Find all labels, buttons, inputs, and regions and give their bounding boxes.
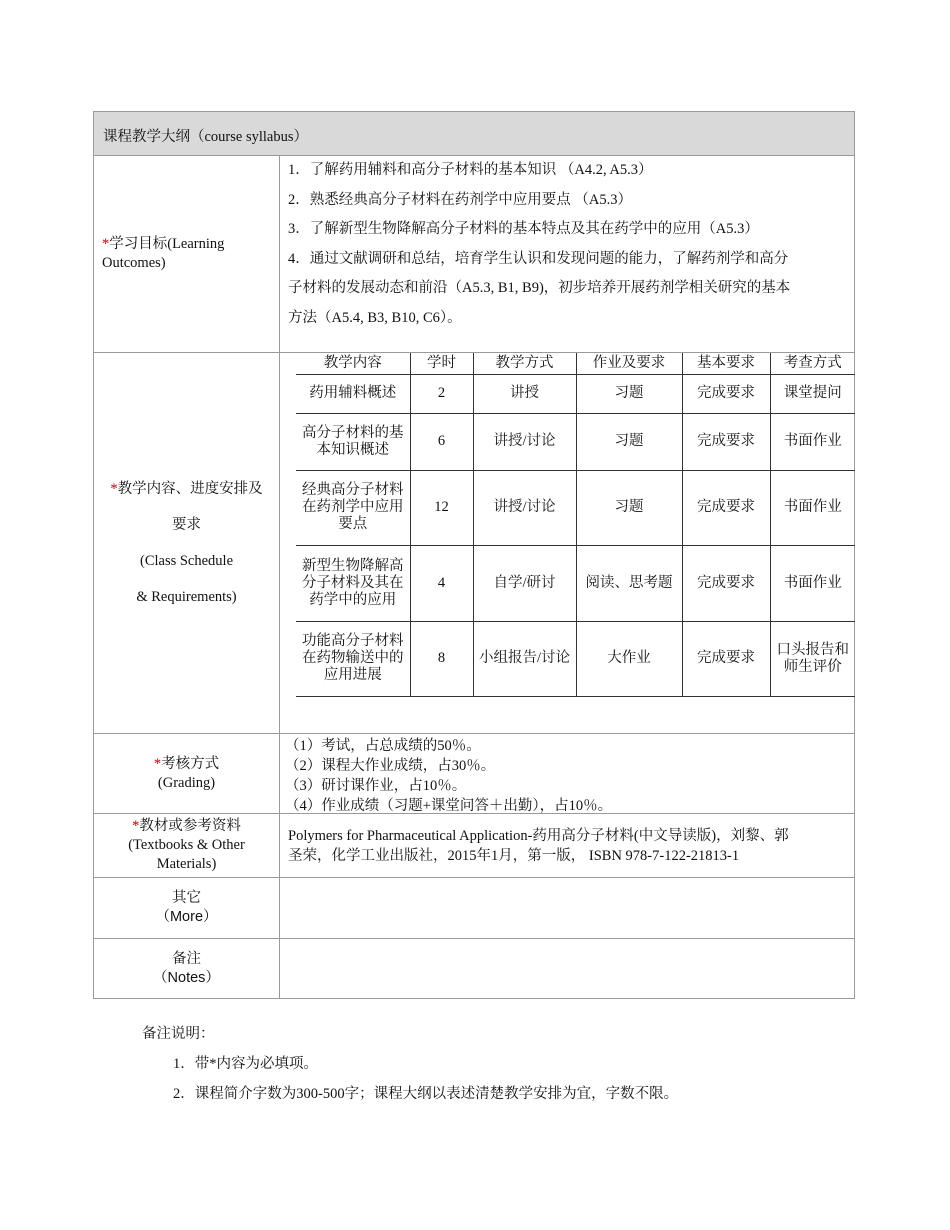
textbooks-label-cell: [93, 813, 280, 878]
table-cell: 12: [410, 470, 473, 545]
table-cell: 讲授/讨论: [473, 470, 576, 545]
schedule-label-cell: [93, 352, 280, 734]
outcomes-label-cell: [93, 155, 280, 353]
table-cell: 习题: [576, 374, 682, 413]
textbook-line: Polymers for Pharmaceutical Application-药用高分子材料(中文导读版)，刘黎、郭: [288, 828, 789, 844]
required-star: *: [132, 818, 140, 834]
footnotes: [142, 1019, 678, 1109]
table-cell: 4: [410, 545, 473, 621]
table-cell: 药用辅料概述: [296, 374, 410, 413]
grading-line: （1）考试，占总成绩的50％。: [285, 738, 481, 754]
footnotes-title: 备注说明：: [142, 1026, 215, 1042]
table-cell: 经典高分子材料在药剂学中应用要点: [296, 470, 410, 545]
table-cell: 完成要求: [682, 621, 770, 696]
required-star: *: [110, 481, 118, 497]
table-row: [296, 621, 855, 696]
table-cell: 完成要求: [682, 374, 770, 413]
column-header: 作业及要求: [576, 353, 682, 374]
table-cell: 2: [410, 374, 473, 413]
schedule-label: *教学内容、进度安排及 要求 (Class Schedule & Requirements): [110, 481, 263, 605]
table-cell: 小组报告/讨论: [473, 621, 576, 696]
notes-label-cell: [93, 938, 280, 999]
more-label-cell: [93, 877, 280, 939]
outcomes-content-cell: [279, 155, 855, 353]
grading-line: （4）作业成绩（习题+课堂问答＋出勤），占10％。: [285, 798, 613, 814]
table-row: [296, 470, 855, 545]
table-cell: 习题: [576, 470, 682, 545]
column-header: 教学方式: [473, 353, 576, 374]
outcome-line: 1．了解药用辅料和高分子材料的基本知识 （A4.2, A5.3）: [288, 162, 653, 178]
grading-line: （3）研讨课作业，占10％。: [285, 778, 467, 794]
table-cell: 阅读、思考题: [576, 545, 682, 621]
notes-content-cell: [279, 938, 855, 999]
table-cell: 高分子材料的基本知识概述: [296, 413, 410, 470]
table-cell: 大作业: [576, 621, 682, 696]
table-row: [296, 374, 855, 413]
table-row: [296, 545, 855, 621]
required-star: *: [102, 236, 110, 252]
table-row: [296, 413, 855, 470]
more-content-cell: [279, 877, 855, 939]
table-cell: 功能高分子材料在药物输送中的应用进展: [296, 621, 410, 696]
grading-label: *考核方式 (Grading): [153, 755, 220, 791]
footnote-item: 2．课程简介字数为300-500字；课程大纲以表述清楚教学安排为宜，字数不限。: [173, 1086, 679, 1102]
syllabus-title: 课程教学大纲（course syllabus）: [103, 129, 308, 145]
table-cell: 讲授/讨论: [473, 413, 576, 470]
table-cell: 书面作业: [770, 545, 855, 621]
column-header: 考查方式: [770, 353, 855, 374]
table-cell: 讲授: [473, 374, 576, 413]
textbook-line: 圣荣，化学工业出版社，2015年1月，第一版， ISBN 978-7-122-21813-1: [288, 848, 740, 864]
outcome-line: 方法（A5.4, B3, B10, C6）。: [288, 309, 462, 326]
grading-line: （2）课程大作业成绩，占30％。: [285, 758, 496, 774]
table-cell: 6: [410, 413, 473, 470]
table-cell: 新型生物降解高分子材料及其在药学中的应用: [296, 545, 410, 621]
notes-label: 备注 （Notes）: [153, 950, 220, 986]
table-cell: 完成要求: [682, 470, 770, 545]
outcome-line: 4．通过文献调研和总结，培育学生认识和发现问题的能力，了解药剂学和高分: [288, 250, 789, 267]
more-label: 其它 （More）: [155, 890, 218, 925]
textbooks-label: *教材或参考资料 (Textbooks & Other Materials): [128, 818, 245, 872]
schedule-header-row: [296, 353, 855, 374]
table-cell: 习题: [576, 413, 682, 470]
textbooks-content-cell: [279, 813, 855, 878]
table-cell: 自学/研讨: [473, 545, 576, 621]
outcomes-label: *学习目标(Learning Outcomes): [102, 236, 225, 271]
table-cell: 完成要求: [682, 413, 770, 470]
column-header: 教学内容: [296, 353, 410, 374]
outcome-line: 2．熟悉经典高分子材料在药剂学中应用要点 （A5.3）: [288, 191, 632, 208]
outcome-line: 3．了解新型生物降解高分子材料的基本特点及其在药学中的应用（A5.3）: [288, 221, 759, 237]
outcome-line: 子材料的发展动态和前沿（A5.3, B1, B9)，初步培养开展药剂学相关研究的基本: [288, 280, 791, 296]
footnote-item: 1．带*内容为必填项。: [173, 1056, 318, 1072]
grading-content-cell: [279, 733, 855, 814]
column-header: 基本要求: [682, 353, 770, 374]
table-cell: 书面作业: [770, 470, 855, 545]
syllabus-header: [93, 111, 855, 156]
schedule-table: [296, 353, 855, 697]
table-cell: 课堂提问: [770, 374, 855, 413]
grading-label-cell: [93, 733, 280, 814]
table-cell: 8: [410, 621, 473, 696]
required-star: *: [153, 755, 162, 772]
column-header: 学时: [410, 353, 473, 374]
table-cell: 书面作业: [770, 413, 855, 470]
table-cell: 口头报告和师生评价: [770, 621, 855, 696]
table-cell: 完成要求: [682, 545, 770, 621]
